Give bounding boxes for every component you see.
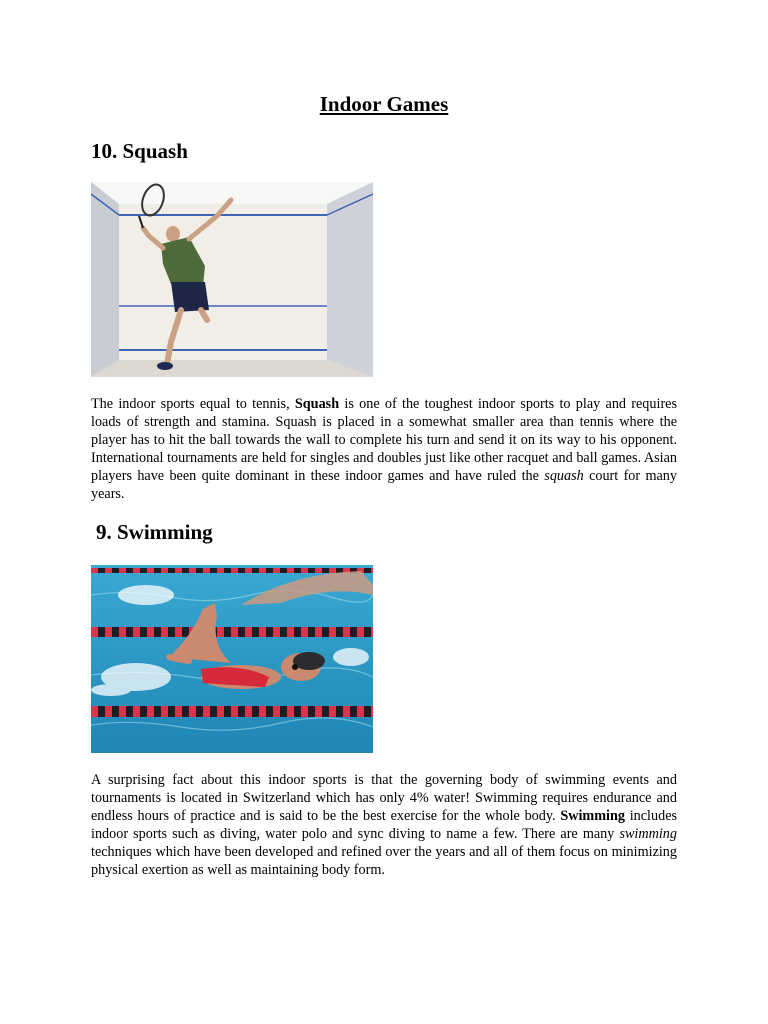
swimming-bold-term: Swimming (560, 808, 625, 824)
swimming-paragraph (91, 771, 677, 879)
squash-bold-term: Squash (294, 396, 340, 412)
swimming-italic-term: swimming (619, 826, 677, 842)
page-title: Indoor Games (319, 92, 449, 116)
squash-player-photo (91, 182, 373, 377)
section-heading-swimming: 9. Swimming (96, 520, 213, 544)
squash-text-1: The indoor sports equal to tennis, (91, 396, 295, 412)
squash-paragraph (91, 395, 677, 503)
swimming-text-2: includes indoor sports such as diving, water polo and sync diving to name a few. There are many (91, 808, 678, 842)
swimming-text-3: techniques which have been developed and refined over the years and all of them focus on minimizing physical exertion as well as maintaining body form. (91, 844, 677, 878)
squash-text-2: is one of the toughest indoor sports to play and requires loads of strength and stamina. Squash is placed in a somewhat smaller area than tennis where the player has to hit the ball towards the wall to complete his turn and send it on its way to his opponent. International tournaments are held for singles and doubles just like other racquet and ball games. Asian players have been quite dominant in these indoor games and have ruled the (91, 396, 677, 484)
swimmer-photo (91, 565, 373, 753)
squash-text-3: court for many years. (91, 468, 677, 502)
squash-italic-term: squash (544, 468, 584, 484)
swimming-text-1: A surprising fact about this indoor sports is that the governing body of swimming events and tournaments is located in Switzerland which has only 4% water! Swimming requires endurance and endless hours of practice and is said to be the best exercise for the whole body. (91, 772, 677, 824)
section-heading-squash: 10. Squash (91, 139, 188, 163)
